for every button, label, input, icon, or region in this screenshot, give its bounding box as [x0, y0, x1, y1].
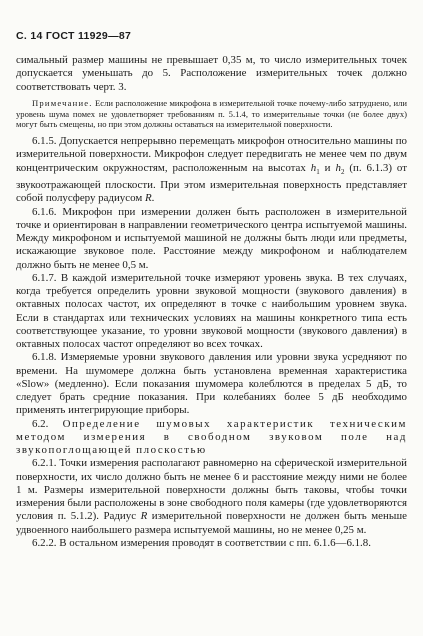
paragraph-6-2-2: 6.2.2. В остальном измерения проводят в соответствии с пп. 6.1.6—6.1.8. [32, 536, 371, 549]
note-paragraph [16, 98, 407, 130]
paragraph-continuation: симальный размер машины не превышает 0,35 м, то число измерительных точек допускается уменьшать до 5. Расположение измерительных точек должно соответствовать черт. 3. [16, 54, 407, 93]
paragraph-6-1-5: 6.1.5. Допускается непрерывно перемещать микрофон относительно машины по измерительной поверхности. Микрофон следует передвигать не менее чем по двум концентрическим окружностям, расположенным на высотах $h_1$ и $h_2$ (п. 6.1.3) от звукоотражающей плоскости. При этом измерительная поверхность представляет собой полусферу радиусом R. [16, 135, 407, 205]
note-lead: Примечание. [32, 97, 93, 108]
document-body [16, 54, 407, 550]
section-number: 6.2. [32, 417, 49, 430]
note-text: Если расположение микрофона в измерительной точке почему-либо затруднено, или уровень шума помех не удовлетворяет требованиям п. 5.1.4, то измерительные точки (не более двух) могут быть смещены, но при этом должны оставаться на измерительной поверхности. [16, 97, 407, 130]
paragraph-6-2-1: 6.2.1. Точки измерения располагают равномерно на сферической измерительной поверхности, их число должно быть не менее 6 и расстояние между ними не более 1 м. Размеры измерительной поверхности должны быть таковы, чтобы точки измерения были расположены в зоне свободного поля камеры (где удовлетворяются условия п. 5.1.2). Радиус R измерительной поверхности не должен быть меньше удвоенного наибольшего размера испытуемой машины, но не менее 0,25 м. [16, 457, 408, 536]
paragraph-6-1-6: 6.1.6. Микрофон при измерении должен быть расположен в измерительной точке и ориентирован в направлении геометрического центра испытуемой машины. Между микрофоном и испытуемой машиной не должны быть люди или предметы, искажающие звуковое поле. Расстояние между микрофоном и наблюдателем должно быть не менее 0,5 м. [16, 205, 407, 271]
section-title: Определение шумовых характеристик техническим методом измерения в свободном звуковом поле над звукопоглощающей плоскостью [16, 417, 407, 457]
paragraph-6-1-7: 6.1.7. В каждой измерительной точке измеряют уровень звука. В тех случаях, когда требуется определить уровни звуковой мощности (звукового давления) в октавных полосах частот, их определяют в точке с наибольшим уровнем звука. Если в стандартах или технических условиях на машины конкретного типа есть соответствующее указание, то уровни звуковой мощности (звукового давления) в октавных полосах частот определяют во всех точках. [16, 271, 407, 351]
page-header: С. 14 ГОСТ 11929—87 [16, 30, 132, 42]
paragraph-6-1-8: 6.1.8. Измеряемые уровни звукового давления или уровни звука усредняют по времени. На шумомере должна быть установлена временная характеристика «Slow» (медленно). Если показания шумомера колеблются в пределах 5 дБ, то следует брать средние показания. При колебаниях более 5 дБ необходимо применять интегрирующие приборы. [16, 351, 407, 417]
section-heading-6-2 [16, 418, 407, 458]
